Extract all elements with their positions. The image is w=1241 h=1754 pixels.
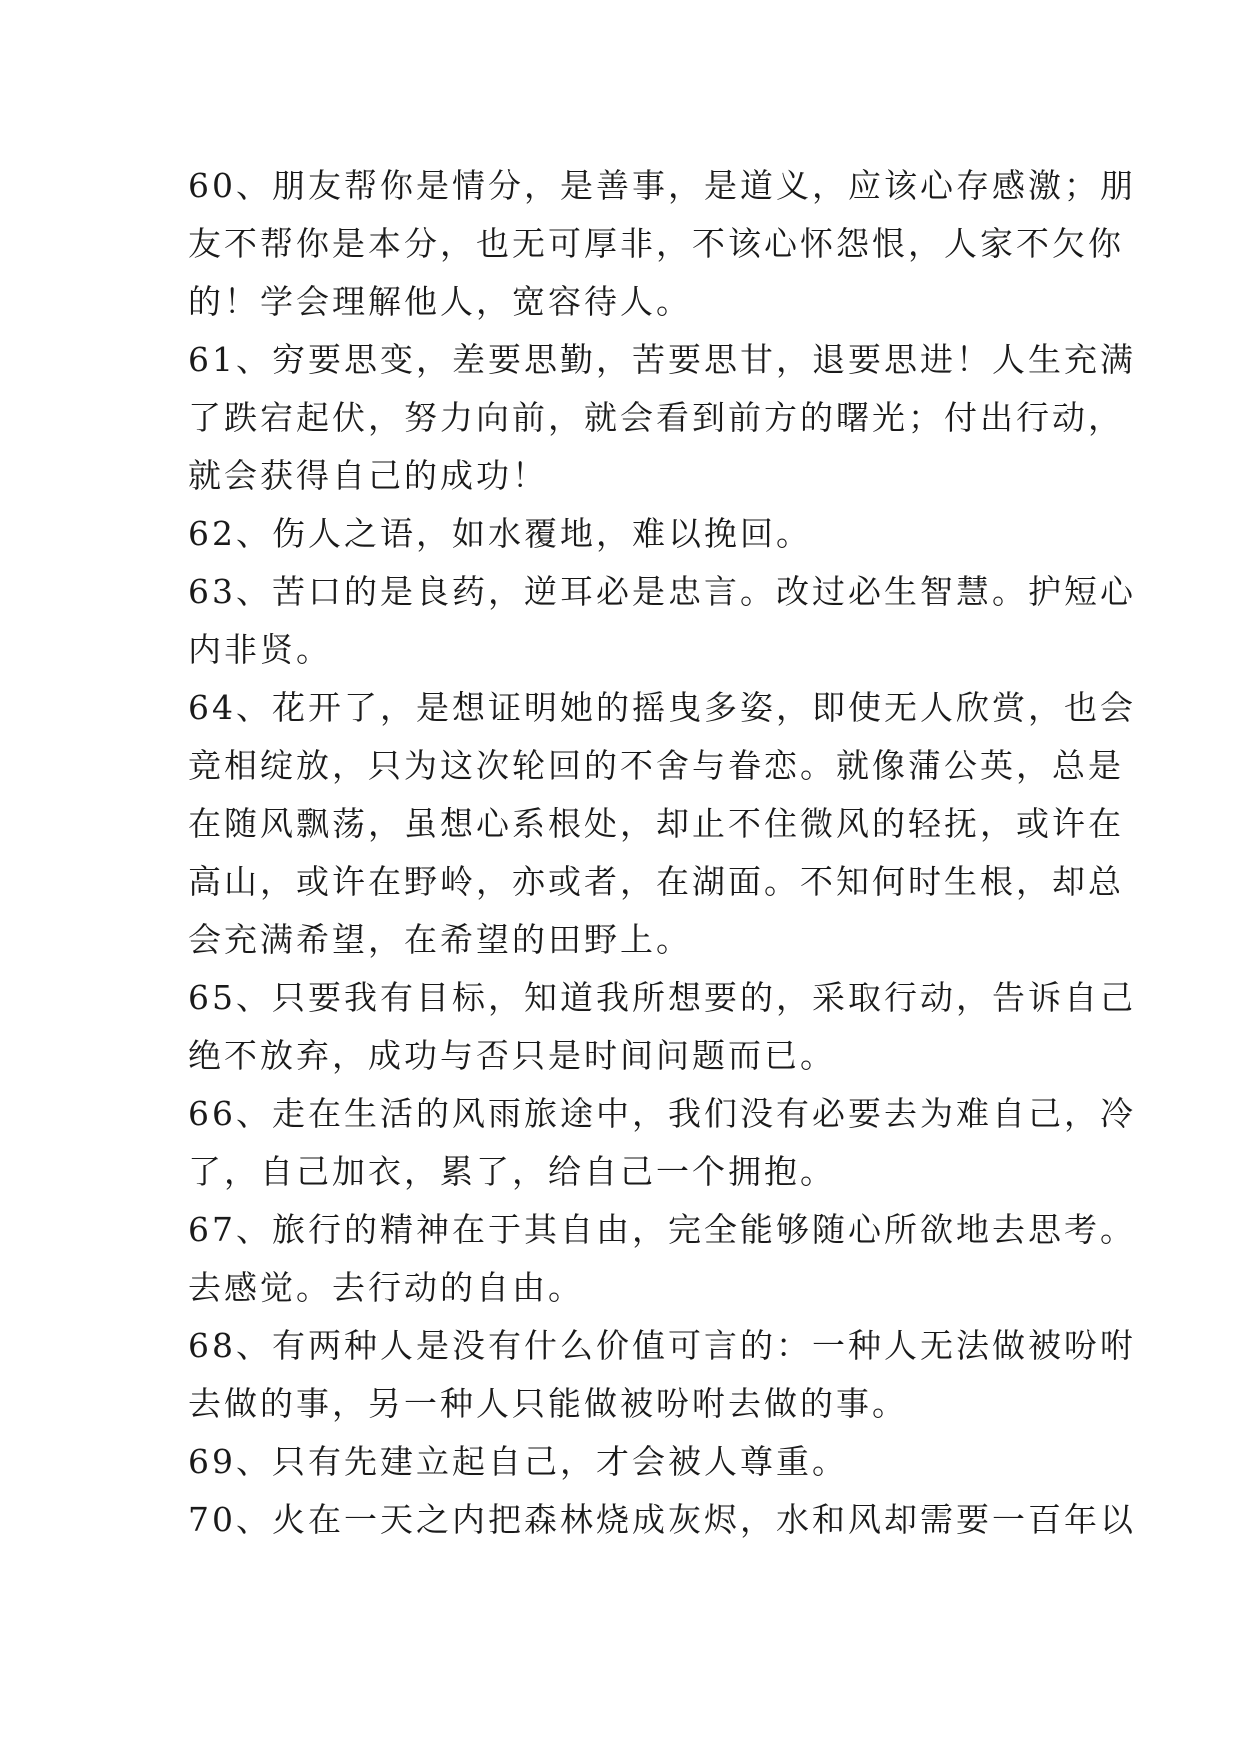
text-line: 69、只有先建立起自己，才会被人尊重。 (188, 1442, 848, 1481)
document-body (188, 157, 1136, 1549)
text-line: 高山，或许在野岭，亦或者，在湖面。不知何时生根，却总 (188, 862, 1124, 901)
text-line: 会充满希望，在希望的田野上。 (188, 920, 692, 959)
text-line: 64、花开了，是想证明她的摇曳多姿，即使无人欣赏，也会 (188, 688, 1136, 727)
text-line: 61、穷要思变，差要思勤，苦要思甘，退要思进！人生充满 (188, 340, 1136, 379)
text-line: 去感觉。去行动的自由。 (188, 1268, 584, 1307)
text-line: 在随风飘荡，虽想心系根处，却止不住微风的轻抚，或许在 (188, 804, 1124, 843)
text-line: 60、朋友帮你是情分，是善事，是道义，应该心存感激；朋 (188, 166, 1136, 205)
text-line: 友不帮你是本分，也无可厚非，不该心怀怨恨，人家不欠你 (188, 224, 1124, 263)
text-line: 去做的事，另一种人只能做被吩咐去做的事。 (188, 1384, 908, 1423)
text-line: 了跌宕起伏，努力向前，就会看到前方的曙光；付出行动， (188, 398, 1124, 437)
text-line: 63、苦口的是良药，逆耳必是忠言。改过必生智慧。护短心 (188, 572, 1136, 611)
text-line: 62、伤人之语，如水覆地，难以挽回。 (188, 514, 812, 553)
text-line: 65、只要我有目标，知道我所想要的，采取行动，告诉自己 (188, 978, 1136, 1017)
text-line: 67、旅行的精神在于其自由，完全能够随心所欲地去思考。 (188, 1210, 1136, 1249)
text-line: 就会获得自己的成功！ (188, 456, 548, 495)
text-line: 68、有两种人是没有什么价值可言的：一种人无法做被吩咐 (188, 1326, 1136, 1365)
text-line: 内非贤。 (188, 630, 332, 669)
text-line: 66、走在生活的风雨旅途中，我们没有必要去为难自己，冷 (188, 1094, 1136, 1133)
text-line: 了，自己加衣，累了，给自己一个拥抱。 (188, 1152, 836, 1191)
text-line: 绝不放弃，成功与否只是时间问题而已。 (188, 1036, 836, 1075)
text-line: 70、火在一天之内把森林烧成灰烬，水和风却需要一百年以 (188, 1500, 1136, 1539)
text-line: 竞相绽放，只为这次轮回的不舍与眷恋。就像蒲公英，总是 (188, 746, 1124, 785)
text-line: 的！学会理解他人，宽容待人。 (188, 282, 692, 321)
